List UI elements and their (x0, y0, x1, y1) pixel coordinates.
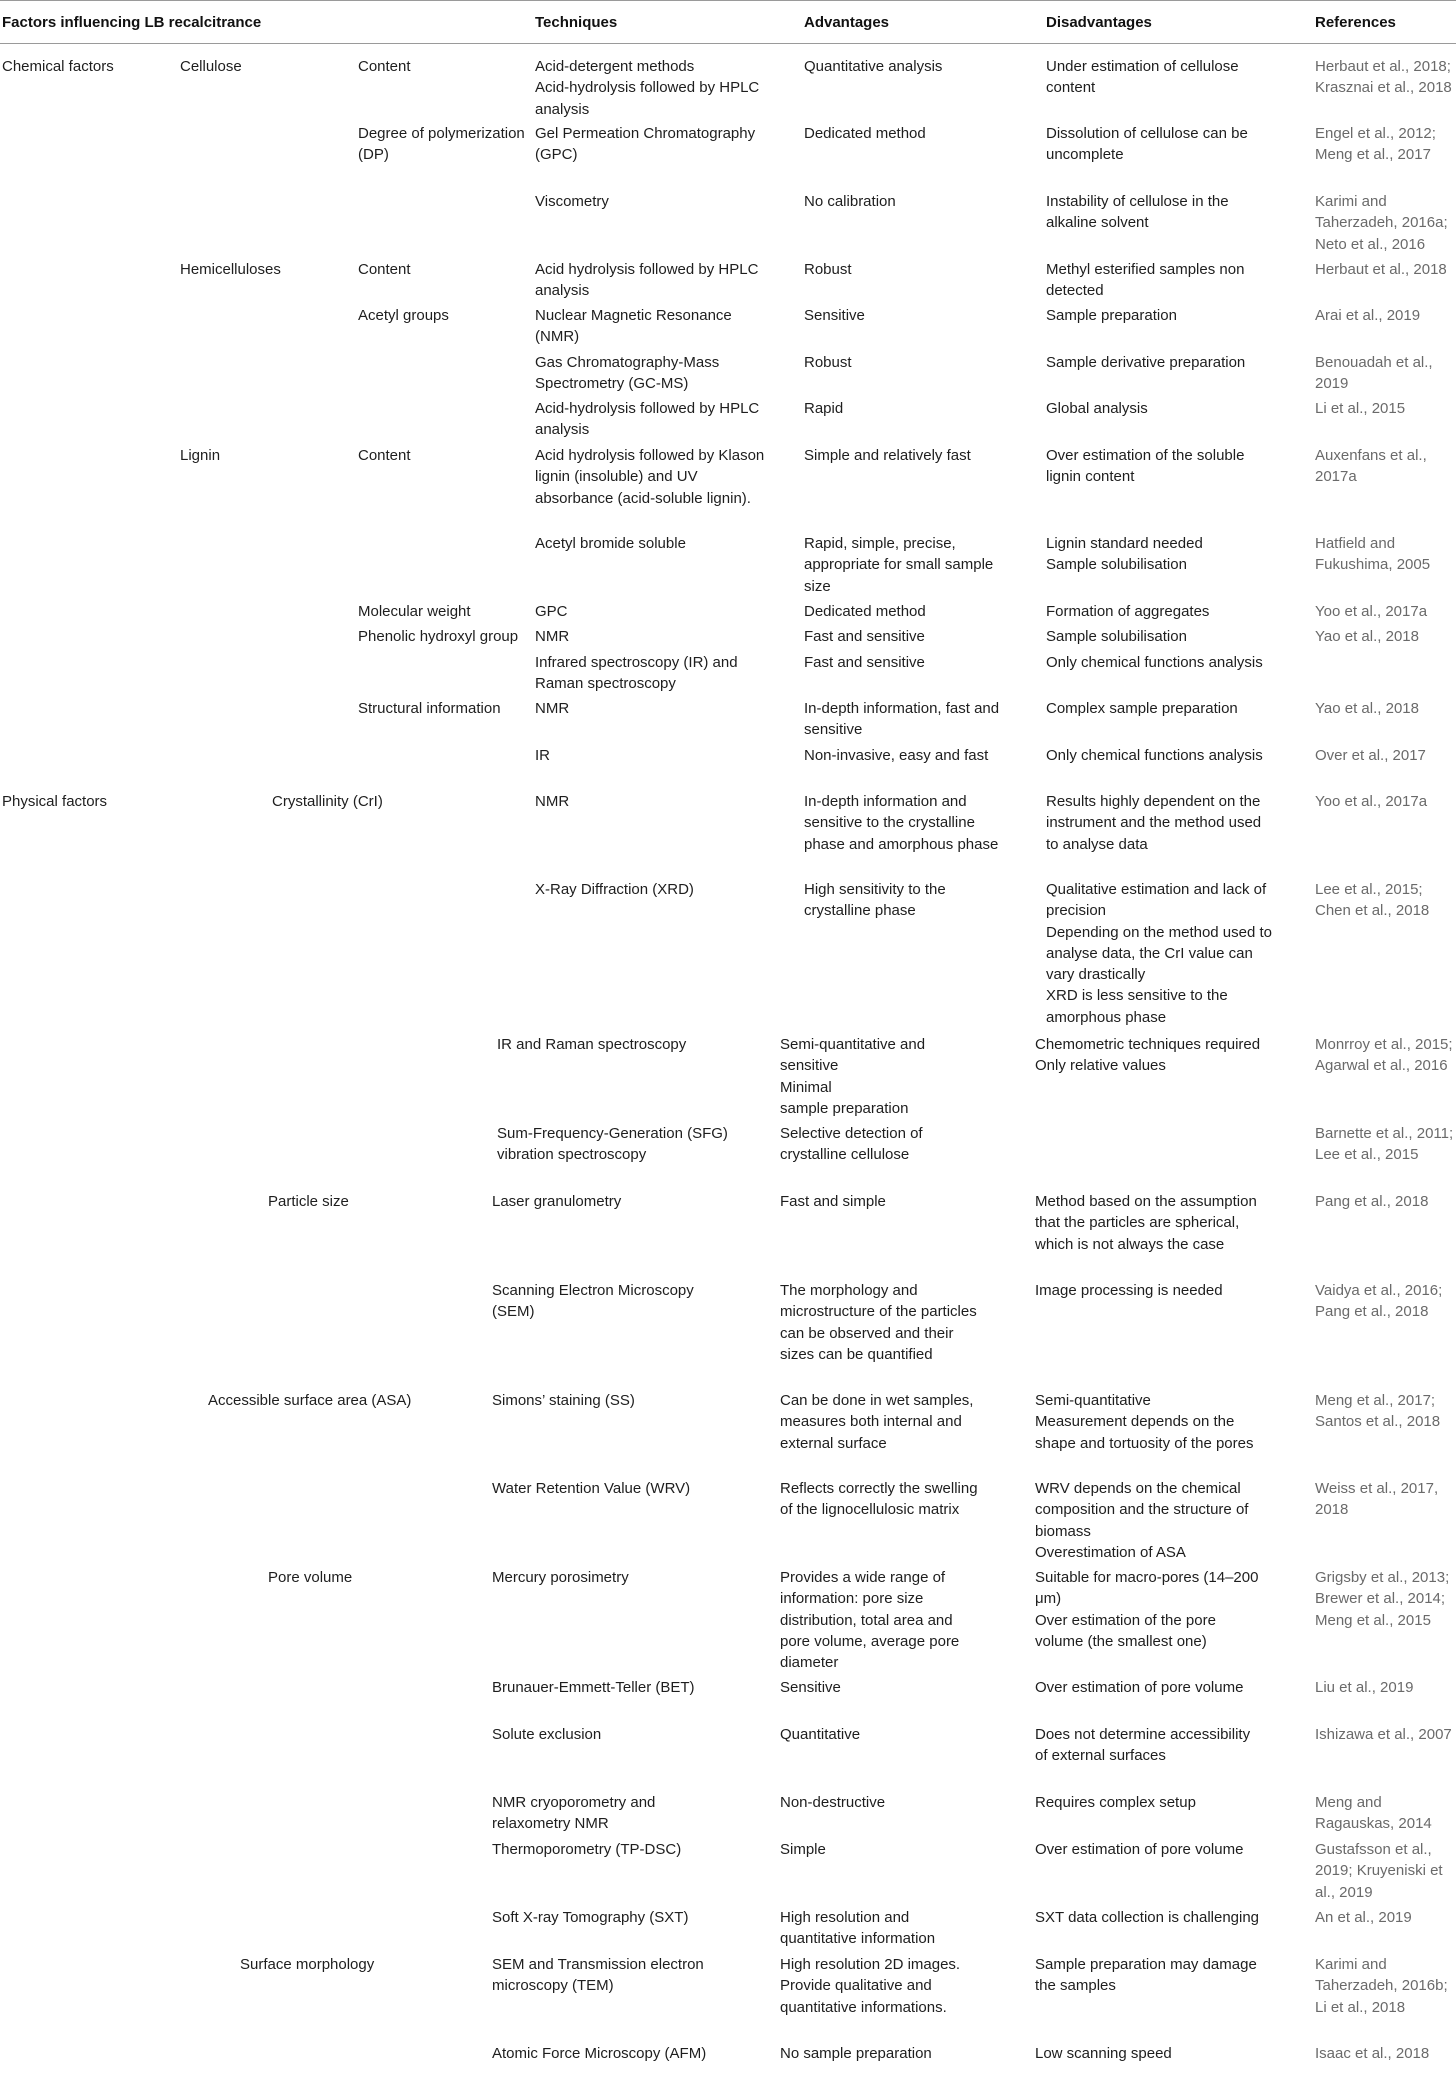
col-header-advantages: Advantages (804, 14, 890, 31)
disadvantages-cell: Sample preparation may damage the samples (1035, 1956, 1257, 1995)
advantages-cell: Semi-quantitative and sensitive Minimal sample preparation (780, 1036, 926, 1117)
disadvantages-cell: Instability of cellulose in the alkaline solvent (1046, 193, 1229, 232)
technique-cell: NMR cryoporometry and relaxometry NMR (492, 1794, 656, 1833)
references-cell: Herbaut et al., 2018; Krasznai et al., 2018 (1315, 58, 1452, 97)
technique-cell: Mercury porosimetry (492, 1569, 629, 1586)
disadvantages-cell: Dissolution of cellulose can be uncomplete (1046, 125, 1248, 164)
references-cell: Arai et al., 2019 (1315, 307, 1421, 324)
advantages-cell: Rapid (804, 400, 844, 417)
disadvantages-cell: Image processing is needed (1035, 1282, 1223, 1299)
disadvantages-cell: WRV depends on the chemical composition and the structure of biomass Overestimation of ASA (1035, 1480, 1249, 1561)
advantages-cell: Can be done in wet samples, measures both internal and external surface (780, 1392, 974, 1452)
disadvantages-cell: Suitable for macro-pores (14–200 μm) Over estimation of the pore volume (the smallest one) (1035, 1569, 1259, 1650)
advantages-cell: High resolution and quantitative information (780, 1909, 936, 1948)
references-cell: Herbaut et al., 2018 (1315, 261, 1447, 278)
advantages-cell: Simple and relatively fast (804, 447, 971, 464)
factor-parameter: Crystallinity (CrI) (272, 793, 383, 810)
col-header-disadvantages: Disadvantages (1046, 14, 1152, 31)
disadvantages-cell: Lignin standard needed Sample solubilisation (1046, 535, 1203, 574)
disadvantages-cell: Requires complex setup (1035, 1794, 1196, 1811)
factor-parameter: Particle size (268, 1193, 349, 1210)
advantages-cell: In-depth information, fast and sensitive (804, 700, 1000, 739)
technique-cell: IR (535, 747, 550, 764)
references-cell: Liu et al., 2019 (1315, 1679, 1414, 1696)
technique-cell: NMR (535, 628, 570, 645)
col-header-techniques: Techniques (535, 14, 618, 31)
advantages-cell: Provides a wide range of information: pore size distribution, total area and pore volume, average pore diameter (780, 1569, 960, 1672)
references-cell: Li et al., 2015 (1315, 400, 1406, 417)
disadvantages-cell: Sample solubilisation (1046, 628, 1187, 645)
references-cell: Ishizawa et al., 2007 (1315, 1726, 1452, 1743)
technique-cell: Gas Chromatography-Mass Spectrometry (GC-MS) (535, 354, 720, 393)
references-cell: Yoo et al., 2017a (1315, 603, 1428, 620)
advantages-cell: Rapid, simple, precise, appropriate for small sample size (804, 535, 994, 595)
technique-cell: SEM and Transmission electron microscopy (TEM) (492, 1956, 704, 1995)
factor-parameter: Acetyl groups (358, 307, 449, 324)
references-cell: Karimi and Taherzadeh, 2016a; Neto et al., 2016 (1315, 193, 1448, 253)
references-cell: Monrroy et al., 2015; Agarwal et al., 2016 (1315, 1036, 1453, 1075)
factor-parameter: Pore volume (268, 1569, 353, 1586)
advantages-cell: Fast and sensitive (804, 654, 925, 671)
references-cell: An et al., 2019 (1315, 1909, 1412, 1926)
advantages-cell: Non-invasive, easy and fast (804, 747, 989, 764)
technique-cell: Gel Permeation Chromatography (GPC) (535, 125, 756, 164)
references-cell: Engel et al., 2012; Meng et al., 2017 (1315, 125, 1436, 164)
advantages-cell: Dedicated method (804, 603, 926, 620)
technique-cell: Brunauer-Emmett-Teller (BET) (492, 1679, 695, 1696)
technique-cell: GPC (535, 603, 568, 620)
advantages-cell: High resolution 2D images. Provide qualitative and quantitative informations. (780, 1956, 961, 2016)
factor-component: Lignin (180, 447, 221, 464)
technique-cell: Thermoporometry (TP-DSC) (492, 1841, 682, 1858)
references-cell: Pang et al., 2018 (1315, 1193, 1429, 1210)
references-cell: Barnette et al., 2011; Lee et al., 2015 (1315, 1125, 1454, 1164)
technique-cell: Scanning Electron Microscopy (SEM) (492, 1282, 694, 1321)
advantages-cell: Quantitative (780, 1726, 861, 1743)
references-cell: Yoo et al., 2017a (1315, 793, 1428, 810)
factor-parameter: Molecular weight (358, 603, 471, 620)
disadvantages-cell: Only chemical functions analysis (1046, 654, 1263, 671)
technique-cell: Sum-Frequency-Generation (SFG) vibration spectroscopy (497, 1125, 728, 1164)
factor-parameter: Content (358, 261, 411, 278)
disadvantages-cell: Sample preparation (1046, 307, 1177, 324)
factor-component: Cellulose (180, 58, 242, 75)
technique-cell: Viscometry (535, 193, 609, 210)
advantages-cell: Robust (804, 261, 852, 278)
disadvantages-cell: Over estimation of pore volume (1035, 1679, 1244, 1696)
technique-cell: Nuclear Magnetic Resonance (NMR) (535, 307, 732, 346)
references-cell: Gustafsson et al., 2019; Kruyeniski et al., 2019 (1315, 1841, 1443, 1901)
disadvantages-cell: Complex sample preparation (1046, 700, 1238, 717)
factor-parameter: Content (358, 58, 411, 75)
advantages-cell: No calibration (804, 193, 896, 210)
disadvantages-cell: Method based on the assumption that the particles are spherical, which is not always the case (1035, 1193, 1257, 1253)
technique-cell: Soft X-ray Tomography (SXT) (492, 1909, 689, 1926)
references-cell: Vaidya et al., 2016; Pang et al., 2018 (1315, 1282, 1443, 1321)
factor-parameter: Degree of polymerization (DP) (358, 125, 525, 164)
disadvantages-cell: Under estimation of cellulose content (1046, 58, 1239, 97)
technique-cell: X-Ray Diffraction (XRD) (535, 881, 694, 898)
technique-cell: Acid hydrolysis followed by Klason lignin (insoluble) and UV absorbance (acid-soluble lignin). (535, 447, 765, 507)
disadvantages-cell: Low scanning speed (1035, 2045, 1172, 2062)
col-header-references: References (1315, 14, 1396, 31)
disadvantages-cell: Sample derivative preparation (1046, 354, 1246, 371)
technique-cell: Acid hydrolysis followed by HPLC analysis (535, 261, 759, 300)
advantages-cell: Dedicated method (804, 125, 926, 142)
technique-cell: IR and Raman spectroscopy (497, 1036, 687, 1053)
advantages-cell: Fast and sensitive (804, 628, 925, 645)
advantages-cell: Fast and simple (780, 1193, 886, 1210)
advantages-cell: The morphology and microstructure of the particles can be observed and their sizes can be quantified (780, 1282, 977, 1363)
advantages-cell: Simple (780, 1841, 826, 1858)
col-header-factors: Factors influencing LB recalcitrance (2, 14, 262, 31)
disadvantages-cell: Chemometric techniques required Only relative values (1035, 1036, 1261, 1075)
factor-parameter: Accessible surface area (ASA) (208, 1392, 412, 1409)
disadvantages-cell: Does not determine accessibility of external surfaces (1035, 1726, 1251, 1765)
advantages-cell: High sensitivity to the crystalline phase (804, 881, 946, 920)
references-cell: Lee et al., 2015; Chen et al., 2018 (1315, 881, 1430, 920)
disadvantages-cell: Methyl esterified samples non detected (1046, 261, 1245, 300)
advantages-cell: Selective detection of crystalline cellulose (780, 1125, 923, 1164)
header-rule (0, 43, 1456, 44)
references-cell: Auxenfans et al., 2017a (1315, 447, 1427, 486)
references-cell: Benouadah et al., 2019 (1315, 354, 1433, 393)
disadvantages-cell: Global analysis (1046, 400, 1148, 417)
technique-cell: Acid-hydrolysis followed by HPLC analysis (535, 400, 760, 439)
disadvantages-cell: Over estimation of the soluble lignin content (1046, 447, 1245, 486)
table-top-rule (0, 0, 1456, 1)
disadvantages-cell: Results highly dependent on the instrument and the method used to analyse data (1046, 793, 1262, 853)
references-cell: Over et al., 2017 (1315, 747, 1426, 764)
technique-cell: Acid-detergent methods Acid-hydrolysis followed by HPLC analysis (535, 58, 760, 118)
advantages-cell: No sample preparation (780, 2045, 932, 2062)
technique-cell: Solute exclusion (492, 1726, 602, 1743)
disadvantages-cell: Semi-quantitative Measurement depends on the shape and tortuosity of the pores (1035, 1392, 1254, 1452)
disadvantages-cell: Formation of aggregates (1046, 603, 1210, 620)
technique-cell: Infrared spectroscopy (IR) and Raman spectroscopy (535, 654, 738, 693)
disadvantages-cell: SXT data collection is challenging (1035, 1909, 1260, 1926)
advantages-cell: Reflects correctly the swelling of the lignocellulosic matrix (780, 1480, 978, 1519)
factor-category: Chemical factors (2, 58, 114, 75)
factor-parameter: Structural information (358, 700, 501, 717)
disadvantages-cell: Only chemical functions analysis (1046, 747, 1263, 764)
advantages-cell: Sensitive (780, 1679, 841, 1696)
disadvantages-cell: Over estimation of pore volume (1035, 1841, 1244, 1858)
technique-cell: Simons’ staining (SS) (492, 1392, 635, 1409)
factor-parameter: Content (358, 447, 411, 464)
references-cell: Isaac et al., 2018 (1315, 2045, 1430, 2062)
references-cell: Hatfield and Fukushima, 2005 (1315, 535, 1431, 574)
factor-component: Hemicelluloses (180, 261, 281, 278)
factor-parameter: Phenolic hydroxyl group (358, 628, 519, 645)
technique-cell: Atomic Force Microscopy (AFM) (492, 2045, 707, 2062)
technique-cell: Acetyl bromide soluble (535, 535, 686, 552)
references-cell: Grigsby et al., 2013; Brewer et al., 2014; Meng et al., 2015 (1315, 1569, 1450, 1629)
technique-cell: Water Retention Value (WRV) (492, 1480, 691, 1497)
disadvantages-cell: Qualitative estimation and lack of precision Depending on the method used to analyse data, the CrI value can vary drastically XRD is less sensitive to the amorphous phase (1046, 881, 1273, 1026)
technique-cell: NMR (535, 700, 570, 717)
advantages-cell: In-depth information and sensitive to the crystalline phase and amorphous phase (804, 793, 999, 853)
technique-cell: Laser granulometry (492, 1193, 622, 1210)
references-cell: Weiss et al., 2017, 2018 (1315, 1480, 1439, 1519)
advantages-cell: Robust (804, 354, 852, 371)
references-cell: Karimi and Taherzadeh, 2016b; Li et al., 2018 (1315, 1956, 1448, 2016)
advantages-cell: Non-destructive (780, 1794, 886, 1811)
advantages-cell: Sensitive (804, 307, 865, 324)
advantages-cell: Quantitative analysis (804, 58, 943, 75)
factor-category: Physical factors (2, 793, 108, 810)
references-cell: Meng et al., 2017; Santos et al., 2018 (1315, 1392, 1441, 1431)
references-cell: Yao et al., 2018 (1315, 700, 1419, 717)
factor-parameter: Surface morphology (240, 1956, 375, 1973)
technique-cell: NMR (535, 793, 570, 810)
references-cell: Yao et al., 2018 (1315, 628, 1419, 645)
references-cell: Meng and Ragauskas, 2014 (1315, 1794, 1432, 1833)
